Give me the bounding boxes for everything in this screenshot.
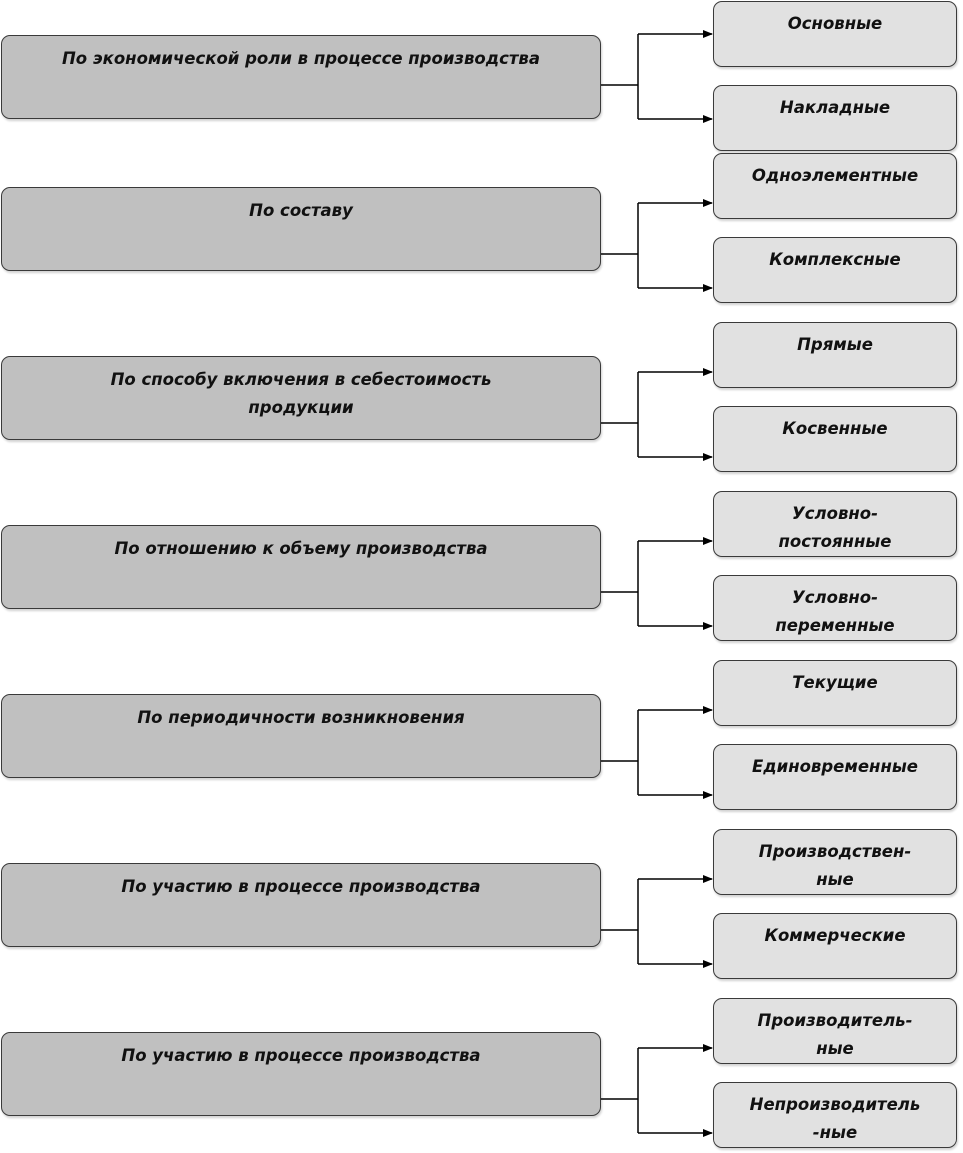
item-label: Производствен- ные [758, 842, 912, 889]
item-label: Накладные [779, 98, 891, 117]
category-label: По отношению к объему производства [114, 539, 488, 558]
item-label: Комплексные [769, 250, 901, 269]
item-box-production [713, 829, 957, 895]
item-label: Коммерческие [764, 926, 906, 945]
category-box-composition [1, 187, 601, 271]
item-box-current [713, 660, 957, 726]
item-box-semi-variable [713, 575, 957, 641]
item-box-indirect [713, 406, 957, 472]
item-box-semi-fixed [713, 491, 957, 557]
item-label: Основные [787, 14, 883, 33]
category-label: По экономической роли в процессе производства [61, 49, 541, 68]
item-box-complex [713, 237, 957, 303]
category-box-production-volume [1, 525, 601, 609]
item-box-unproductive [713, 1082, 957, 1148]
item-box-single-element [713, 153, 957, 219]
item-box-overhead [713, 85, 957, 151]
item-label: Одноэлементные [751, 166, 919, 185]
category-box-participation-2 [1, 1032, 601, 1116]
item-box-productive [713, 998, 957, 1064]
item-label: Условно- постоянные [778, 504, 892, 551]
item-label: Условно- переменные [775, 588, 895, 635]
item-label: Косвенные [782, 419, 888, 438]
item-box-one-time [713, 744, 957, 810]
item-box-commercial [713, 913, 957, 979]
category-box-economic-role [1, 35, 601, 119]
item-label: Непроизводитель -ные [749, 1095, 921, 1142]
item-label: Текущие [792, 673, 878, 692]
category-box-periodicity [1, 694, 601, 778]
item-label: Производитель- ные [757, 1011, 913, 1058]
category-label: По способу включения в себестоимость продукции [110, 370, 492, 417]
item-box-direct [713, 322, 957, 388]
category-label: По участию в процессе производства [121, 877, 481, 896]
item-label: Прямые [797, 335, 873, 354]
category-label: По периодичности возникновения [137, 708, 465, 727]
category-box-participation-1 [1, 863, 601, 947]
category-box-cost-inclusion [1, 356, 601, 440]
category-label: По составу [249, 201, 353, 220]
item-label: Единовременные [752, 757, 918, 776]
item-box-main [713, 1, 957, 67]
category-label: По участию в процессе производства [121, 1046, 481, 1065]
